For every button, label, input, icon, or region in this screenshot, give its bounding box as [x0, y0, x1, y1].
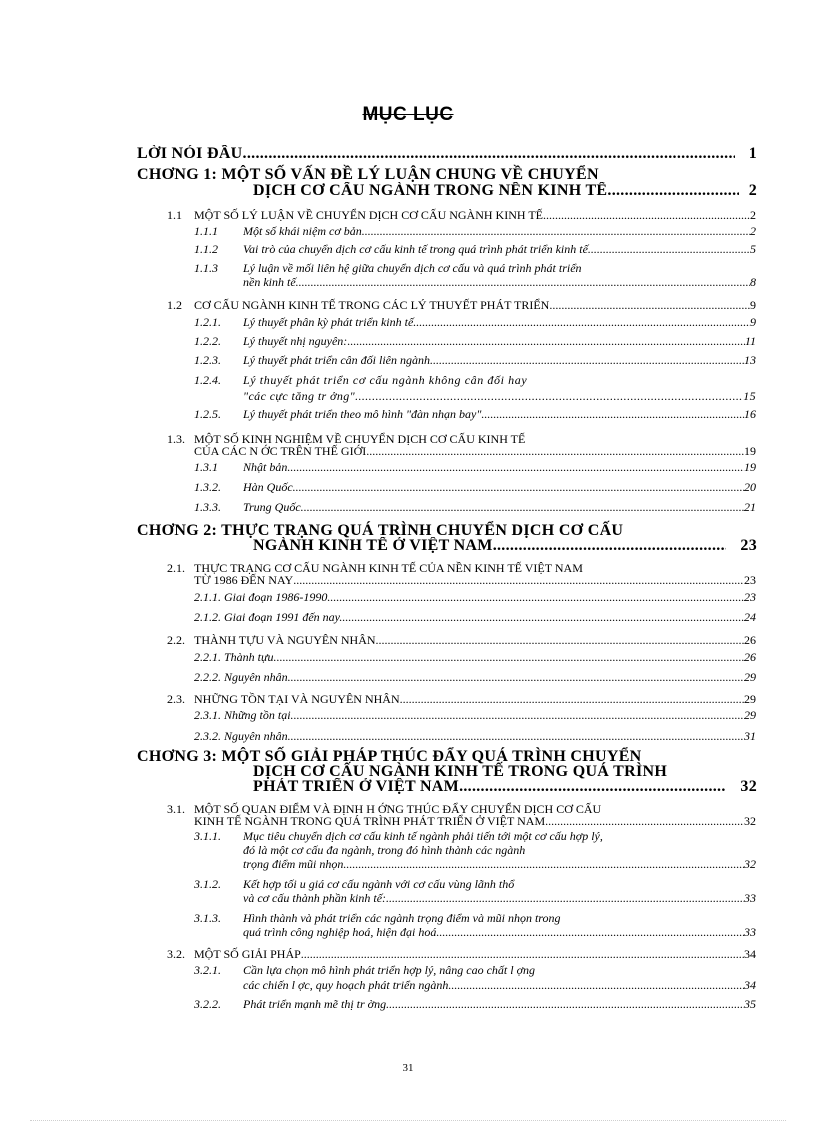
toc-leader [347, 334, 745, 349]
toc-section-1-3-line1[interactable]: MỘT SỐ KINH NGHIỆM VỀ CHUYỂN DỊCH CƠ CẤU KINH TẾ [194, 432, 526, 446]
toc-leader [290, 460, 744, 475]
toc-leader [386, 891, 744, 906]
toc-leader [546, 208, 750, 223]
toc-leader [296, 480, 744, 495]
toc-leader [291, 729, 744, 744]
toc-subsection-3-1-1[interactable] [243, 857, 756, 872]
toc-subsection-number: 1.3.1 [194, 460, 218, 474]
toc-leader [591, 242, 750, 257]
toc-subsection-1-3-2[interactable] [243, 480, 756, 495]
toc-subsection-number: 1.1.2 [194, 242, 218, 256]
toc-subsection-number: 3.2.2. [194, 997, 221, 1011]
toc-leader [277, 650, 744, 665]
toc-page-number: 19 [744, 444, 756, 458]
toc-entry-text: THÀNH TỰU VÀ NGUYÊN NHÂN [194, 633, 376, 647]
toc-page-number: 2 [750, 208, 756, 222]
toc-entry-text: "các cực tăng tr ởng". [243, 389, 359, 403]
toc-subsection-3-1-1-line2[interactable]: đó là một cơ cấu đa ngành, trong đó hình thành các ngành [243, 843, 526, 857]
toc-subsection-number: 1.2.3. [194, 353, 221, 367]
toc-page-number: 33 [744, 891, 756, 905]
toc-subsection-number: 1.1.1 [194, 224, 218, 238]
toc-entry-text: Một số khái niệm cơ bản. [243, 224, 365, 238]
toc-section-2-2[interactable] [194, 633, 756, 648]
toc-section-number: 3.1. [167, 802, 185, 816]
toc-subsection-1-1-2[interactable] [243, 242, 756, 257]
toc-section-3-2[interactable] [194, 947, 756, 962]
toc-subsection-1-2-5[interactable] [243, 407, 756, 422]
toc-leader [342, 610, 744, 625]
toc-entry-text: 2.3.1. Những tồn tại. [194, 708, 294, 722]
toc-entry-text: TỪ 1986 ĐẾN NAY [194, 573, 294, 587]
toc-entry-text: NHỮNG TỒN TẠI VÀ NGUYÊN NHÂN. [194, 692, 403, 706]
toc-leader [403, 692, 744, 707]
toc-subsection-1-3-1[interactable] [243, 460, 756, 475]
toc-subsection-1-2-2[interactable] [243, 334, 756, 349]
toc-page-number: 26 [744, 633, 756, 647]
toc-entry-text: Lý thuyết phân kỳ phát triển kinh tế. [243, 315, 417, 329]
toc-subsection-number: 3.1.2. [194, 877, 221, 891]
toc-page-number: 20 [744, 480, 756, 494]
toc-subsection-1-1-3-line1[interactable]: Lý luận về mối liên hệ giữa chuyển dịch cơ cấu và quá trình phát triển [243, 261, 582, 275]
toc-leader [243, 145, 735, 163]
toc-page-number: 16 [744, 407, 756, 421]
toc-page-number: 32 [740, 778, 757, 795]
toc-leader [433, 353, 744, 368]
toc-entry-text: 2.1.2. Giai đoạn 1991 đến nay. [194, 610, 343, 624]
toc-page-number: 34 [744, 978, 756, 992]
toc-entry-text: 2.2.2. Nguyên nhân. [194, 670, 291, 684]
toc-leader [301, 947, 744, 962]
toc-subsection-1-2-4-line1[interactable]: Lý thuyết phát triển cơ cấu ngành không cân đối hay [243, 373, 528, 387]
toc-section-1-2[interactable] [194, 298, 756, 313]
toc-page-number: 29 [744, 708, 756, 722]
page-bottom-divider [30, 1120, 786, 1121]
toc-leader [376, 633, 744, 648]
toc-page-number: 13 [744, 353, 756, 367]
toc-entry-text: CƠ CẤU NGÀNH KINH TẾ TRONG CÁC LÝ THUYẾT PHÁT TRIỂN [194, 298, 550, 312]
toc-leader [493, 537, 727, 555]
toc-entry-text: Hàn Quốc. [243, 480, 296, 494]
toc-entry-text: KINH TẾ NGÀNH TRONG QUÁ TRÌNH PHÁT TRIỂN Ở VIỆT NAM. [194, 814, 549, 828]
toc-subsection-3-2-1[interactable] [243, 978, 756, 993]
toc-subsection-2-2-1[interactable] [194, 650, 756, 665]
toc-leader [549, 298, 750, 313]
toc-subsection-2-1-2[interactable] [194, 610, 756, 625]
toc-entry-text: PHÁT TRIỂN Ở VIỆT NAM [253, 778, 460, 795]
toc-section-number: 1.1 [167, 208, 182, 222]
toc-section-2-1-line1[interactable]: THỰC TRẠNG CƠ CẤU NGÀNH KINH TẾ CỦA NỀN KINH TẾ VIỆT NAM [194, 561, 583, 575]
toc-section-number: 1.2 [167, 298, 182, 312]
toc-subsection-3-1-3[interactable] [243, 925, 756, 940]
toc-subsection-3-1-2-line1[interactable]: Kết hợp tối u giá cơ cấu ngành với cơ cấu vùng lãnh thổ [243, 877, 515, 891]
toc-entry-text: các chiến l ợc, quy hoạch phát triển ngành. [243, 978, 452, 992]
toc-subsection-number: 3.1.3. [194, 911, 221, 925]
toc-leader [416, 315, 750, 330]
toc-subsection-1-2-1[interactable] [243, 315, 756, 330]
toc-subsection-3-1-3-line1[interactable]: Hình thành và phát triển các ngành trọng điểm và mũi nhọn trong [243, 911, 561, 925]
toc-subsection-number: 1.3.2. [194, 480, 221, 494]
toc-section-number: 2.2. [167, 633, 185, 647]
toc-leader [299, 275, 750, 290]
toc-entry-text: MỘT SỐ GIẢI PHÁP [194, 947, 301, 961]
toc-leader [365, 224, 750, 239]
toc-page-number: 23 [744, 590, 756, 604]
toc-subsection-number: 1.2.1. [194, 315, 221, 329]
toc-subsection-1-1-3[interactable] [243, 275, 756, 290]
toc-entry-text: trọng điểm mũi nhọn. [243, 857, 347, 871]
toc-entry-text: Nhật bản. [243, 460, 291, 474]
toc-subsection-3-2-2[interactable] [243, 997, 756, 1012]
toc-page-number: 11 [744, 334, 756, 348]
toc-leader [293, 573, 744, 588]
toc-chapter-3-line2[interactable]: DỊCH CƠ CẤU NGÀNH KINH TẾ TRONG QUÁ TRÌNH [253, 763, 668, 780]
toc-section-number: 2.1. [167, 561, 185, 575]
toc-subsection-number: 1.2.2. [194, 334, 221, 348]
toc-entry-text: 2.1.1. Giai đoạn 1986-1990. [194, 590, 331, 604]
toc-subsection-1-1-1[interactable] [243, 224, 756, 239]
toc-chapter-2-heading[interactable]: CHƠNG 2: THỰC TRẠNG QUÁ TRÌNH CHUYỂN DỊCH CƠ CẤU [137, 522, 624, 539]
toc-entry-text: LỜI NÓI ĐẦU [137, 145, 243, 162]
toc-page-number: 9 [750, 298, 756, 312]
toc-chapter-3-heading[interactable]: CHƠNG 3: MỘT SỐ GIẢI PHÁP THÚC ĐẨY QUÁ TRÌNH CHUYỂN [137, 748, 642, 765]
toc-subsection-3-1-2[interactable] [243, 891, 756, 906]
toc-page-number: 31 [744, 729, 756, 743]
toc-entry-text: MỘT SỐ LÝ LUẬN VỀ CHUYỂN DỊCH CƠ CẤU NGÀNH KINH TẾ. [194, 208, 546, 222]
toc-entry-preface[interactable] [137, 145, 757, 163]
toc-subsection-1-2-4[interactable] [243, 389, 756, 404]
toc-chapter-3[interactable] [253, 778, 757, 796]
toc-entry-text: DỊCH CƠ CẤU NGÀNH TRONG NỀN KINH TẾ [253, 182, 608, 199]
toc-leader [459, 778, 726, 796]
toc-entry-text: 2.2.1. Thành tựu. [194, 650, 277, 664]
toc-entry-text: Trung Quốc. [243, 500, 304, 514]
toc-leader [358, 389, 743, 404]
toc-entry-text: CỦA CÁC N ỚC TRÊN THẾ GIỚI. [194, 444, 370, 458]
toc-leader [346, 857, 744, 872]
toc-section-number: 3.2. [167, 947, 185, 961]
toc-leader [548, 814, 744, 829]
toc-section-number: 2.3. [167, 692, 185, 706]
toc-section-1-3[interactable] [194, 444, 756, 459]
toc-entry-text: quá trình công nghiệp hoá, hiện đại hoá. [243, 925, 440, 939]
toc-subsection-number: 1.2.5. [194, 407, 221, 421]
toc-page-number: 35 [744, 997, 756, 1011]
toc-leader [439, 925, 744, 940]
toc-leader [369, 444, 744, 459]
toc-subsection-number: 1.3.3. [194, 500, 221, 514]
toc-leader [451, 978, 744, 993]
toc-leader [330, 590, 744, 605]
toc-section-2-3[interactable] [194, 692, 756, 707]
page-footer-number: 31 [402, 1062, 414, 1074]
toc-subsection-number: 1.1.3 [194, 261, 218, 275]
toc-entry-text: và cơ cấu thành phần kinh tế: [243, 891, 387, 905]
toc-page-number: 5 [750, 242, 756, 256]
toc-subsection-2-3-1[interactable] [194, 708, 756, 723]
toc-page-number: 32 [744, 857, 756, 871]
toc-page-number: 21 [744, 500, 756, 514]
toc-subsection-2-3-2[interactable] [194, 729, 756, 744]
toc-page-number: 32 [744, 814, 756, 828]
toc-chapter-2[interactable] [253, 537, 757, 555]
toc-page-number: 15 [743, 389, 756, 403]
toc-entry-text: NGÀNH KINH TẾ Ở VIỆT NAM [253, 537, 493, 554]
toc-leader [484, 407, 744, 422]
toc-subsection-1-2-3[interactable] [243, 353, 756, 368]
toc-subsection-1-3-3[interactable] [243, 500, 756, 515]
toc-page-number: 29 [744, 670, 756, 684]
toc-entry-text: Vai trò của chuyển dịch cơ cấu kinh tế trong quá trình phát triển kinh tế. [243, 242, 591, 256]
toc-subsection-number: 1.2.4. [194, 373, 221, 387]
toc-entry-text: Phát triển mạnh mẽ thị tr ờng. [243, 997, 390, 1011]
toc-page-number: 2 [748, 182, 757, 199]
toc-page-number: 26 [744, 650, 756, 664]
toc-subsection-3-2-1-line1[interactable]: Cần lựa chọn mô hình phát triển hợp lý, nâng cao chất l ợng [243, 963, 535, 977]
toc-leader [291, 670, 744, 685]
toc-page-number: 9 [750, 315, 756, 329]
toc-subsection-3-1-1-line1[interactable]: Mục tiêu chuyển dịch cơ cấu kinh tế ngành phải tiến tới một cơ cấu hợp lý, [243, 829, 603, 843]
toc-page-number: 23 [740, 537, 757, 554]
toc-leader [304, 500, 744, 515]
toc-subsection-number: 3.2.1. [194, 963, 221, 977]
toc-page-number: 29 [744, 692, 756, 706]
toc-subsection-2-2-2[interactable] [194, 670, 756, 685]
toc-entry-text: Lý thuyết nhị nguyên: [243, 334, 348, 348]
toc-entry-text: Lý thuyết phát triển cân đối liên ngành. [243, 353, 433, 367]
toc-section-3-1-line1[interactable]: MỘT SỐ QUAN ĐIỂM VÀ ĐỊNH H ỚNG THÚC ĐẨY CHUYỂN DỊCH CƠ CẤU [194, 802, 602, 816]
toc-section-3-1[interactable] [194, 814, 756, 829]
toc-page-number: 23 [744, 573, 756, 587]
toc-page-number: 34 [744, 947, 756, 961]
toc-section-2-1[interactable] [194, 573, 756, 588]
toc-subsection-2-1-1[interactable] [194, 590, 756, 605]
toc-section-number: 1.3. [167, 432, 185, 446]
toc-entry-text: 2.3.2. Nguyên nhân. [194, 729, 291, 743]
toc-title: MỤC LỤC [362, 104, 454, 125]
toc-entry-text: Lý thuyết phát triển theo mô hình "đàn nhạn bay". [243, 407, 485, 421]
toc-page-number: 8 [750, 275, 756, 289]
toc-page-number: 33 [744, 925, 756, 939]
toc-leader [389, 997, 744, 1012]
toc-page-number: 24 [744, 610, 756, 624]
toc-leader [294, 708, 744, 723]
toc-section-1-1[interactable] [194, 208, 756, 223]
toc-leader [607, 182, 738, 200]
toc-page-number: 1 [748, 145, 757, 162]
toc-page-number: 19 [744, 460, 756, 474]
toc-entry-text: nền kinh tế. [243, 275, 299, 289]
toc-chapter-1-heading[interactable]: CHƠNG 1: MỘT SỐ VẤN ĐỀ LÝ LUẬN CHUNG VỀ CHUYỂN [137, 166, 599, 183]
toc-chapter-1[interactable] [253, 182, 757, 200]
toc-page-number: 2 [750, 224, 756, 238]
toc-subsection-number: 3.1.1. [194, 829, 221, 843]
